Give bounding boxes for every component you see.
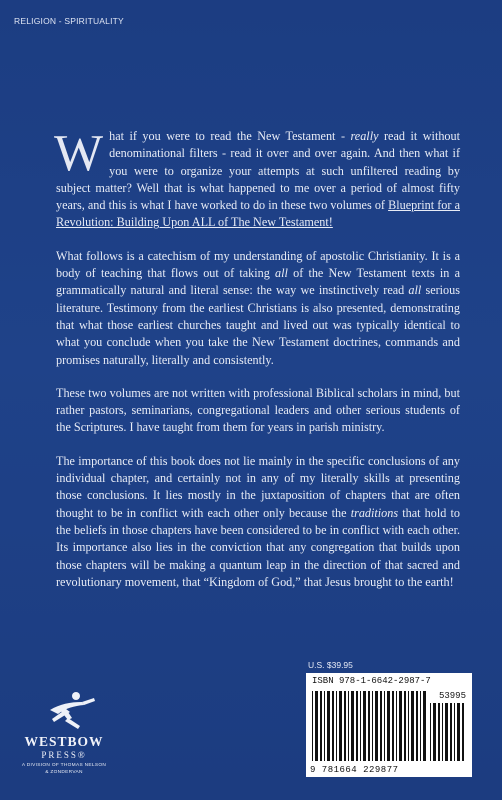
- barcode-stripe: [339, 691, 342, 761]
- paragraph-4-text-b: that hold to the beliefs in those chapters have been considered to be in conflict with each other. Its importance also lies in the conviction that any congregation that builds upon those chapters will be making a quantum leap in the direction of that sacred and revolutionary movement, that “Kingdom of God,” that Jesus brought to the earth!: [56, 505, 460, 589]
- publisher-name: WESTBOW: [24, 734, 104, 749]
- barcode-stripe: [356, 691, 358, 761]
- category-label: RELIGION - SPIRITUALITY: [14, 16, 124, 26]
- barcode-stripe: [408, 691, 409, 761]
- paragraph-2-text-a: What follows is a catechism of my understanding of apostolic Christianity. It is a body of teaching that flows out of taking: [56, 248, 460, 281]
- barcode-stripe: [416, 691, 418, 761]
- barcode-stripe: [392, 691, 394, 761]
- price-label: U.S. $39.95: [308, 660, 353, 670]
- runner-figure-icon: [10, 688, 118, 734]
- publisher-division: A DIVISION OF THOMAS NELSON: [21, 763, 107, 768]
- blurb: [54, 125, 460, 607]
- paragraph-1-text-b: read it without denominational filters - read it over and over again. And then what if you were to organize your attempts at such unfiltered reading by subject matter? Well that is what happened to me over a period of almost fifty years, and this is what I have worked to do in these two volumes of: [56, 129, 460, 213]
- barcode-stripe: [368, 691, 370, 761]
- paragraph-2: [56, 248, 460, 369]
- barcode-stripe: [420, 691, 421, 761]
- barcode-stripe: [438, 703, 440, 761]
- publisher-press: PRESS®: [41, 750, 87, 760]
- paragraph-4-emphasis: traditions: [350, 505, 399, 520]
- barcode-stripe: [372, 691, 373, 761]
- drop-cap: W: [54, 125, 104, 182]
- barcode-stripe: [327, 691, 330, 761]
- ean-barcode: [312, 691, 426, 761]
- barcode-stripe: [360, 691, 361, 761]
- barcode-stripe: [351, 691, 354, 761]
- barcode-stripe: [375, 691, 378, 761]
- barcode-stripe: [348, 691, 349, 761]
- barcode-stripe: [324, 691, 325, 761]
- barcode-stripe: [336, 691, 337, 761]
- barcode-stripe: [332, 691, 334, 761]
- barcode-box: [306, 673, 472, 777]
- paragraph-2-emphasis-2: all: [408, 283, 422, 298]
- paragraph-3: These two volumes are not written with professional Biblical scholars in mind, but rather pastors, seminarians, congregational leaders and other serious students of the Scriptures. I have taught from them for years in parish ministry.: [56, 385, 460, 435]
- paragraph-1-emphasis: really: [350, 129, 379, 143]
- barcode-stripe: [380, 691, 382, 761]
- barcode-stripe: [363, 691, 366, 761]
- barcode-stripe: [450, 703, 452, 761]
- price-addon-code: 53995: [438, 691, 466, 701]
- book-title-underlined: Blueprint for a Revolution: Building Upon ALL of The New Testament!: [56, 198, 460, 230]
- barcode-stripe: [396, 691, 397, 761]
- barcode-stripe: [344, 691, 346, 761]
- paragraph-1-text-a: hat if you were to read the New Testament -: [109, 129, 351, 143]
- isbn-text: ISBN 978-1-6642-2987-7: [312, 676, 431, 686]
- barcode-number: 9 781664 229877: [310, 765, 399, 775]
- publisher-zondervan: & ZONDERVAN: [45, 770, 83, 775]
- barcode-stripe: [433, 703, 436, 761]
- barcode-stripe: [423, 691, 426, 761]
- barcode-stripe: [462, 703, 464, 761]
- paragraph-2-emphasis-1: all: [275, 266, 288, 281]
- paragraph-4-text-a: The importance of this book does not lie mainly in the specific conclusions of any individual chapter, and certainly not in any of my literally skills at presenting those conclusions. It lies mostly in the juxtaposition of chapters that are often thought to be in conflict with each other only because the: [56, 453, 460, 520]
- barcode-stripe: [442, 703, 443, 761]
- barcode-stripe: [430, 703, 431, 761]
- barcode-stripe: [387, 691, 390, 761]
- paragraph-4: [56, 453, 460, 591]
- publisher-logo: [10, 688, 118, 788]
- barcode-stripe: [404, 691, 406, 761]
- paragraph-2-text-c: serious literature. Testimony from the earliest Christians is also presented, demonstrating that what those earliest churches taught and lived out was typically identical to what you conclude when you take the New Testament doctrines, commands and promises naturally, literally and consistently.: [56, 283, 460, 367]
- barcode-stripe: [312, 691, 313, 761]
- barcode-stripe: [384, 691, 385, 761]
- addon-barcode: [430, 703, 466, 761]
- barcode-stripe: [315, 691, 318, 761]
- barcode-stripe: [320, 691, 322, 761]
- barcode-stripe: [454, 703, 455, 761]
- barcode-stripe: [411, 691, 414, 761]
- barcode-area: [306, 660, 472, 778]
- paragraph-1: [54, 125, 460, 232]
- barcode-stripe: [445, 703, 448, 761]
- barcode-stripe: [399, 691, 402, 761]
- barcode-stripe: [457, 703, 460, 761]
- paragraph-2-text-b: of the New Testament texts in a grammatically natural and literal sense: the way we instinctively read: [56, 266, 460, 298]
